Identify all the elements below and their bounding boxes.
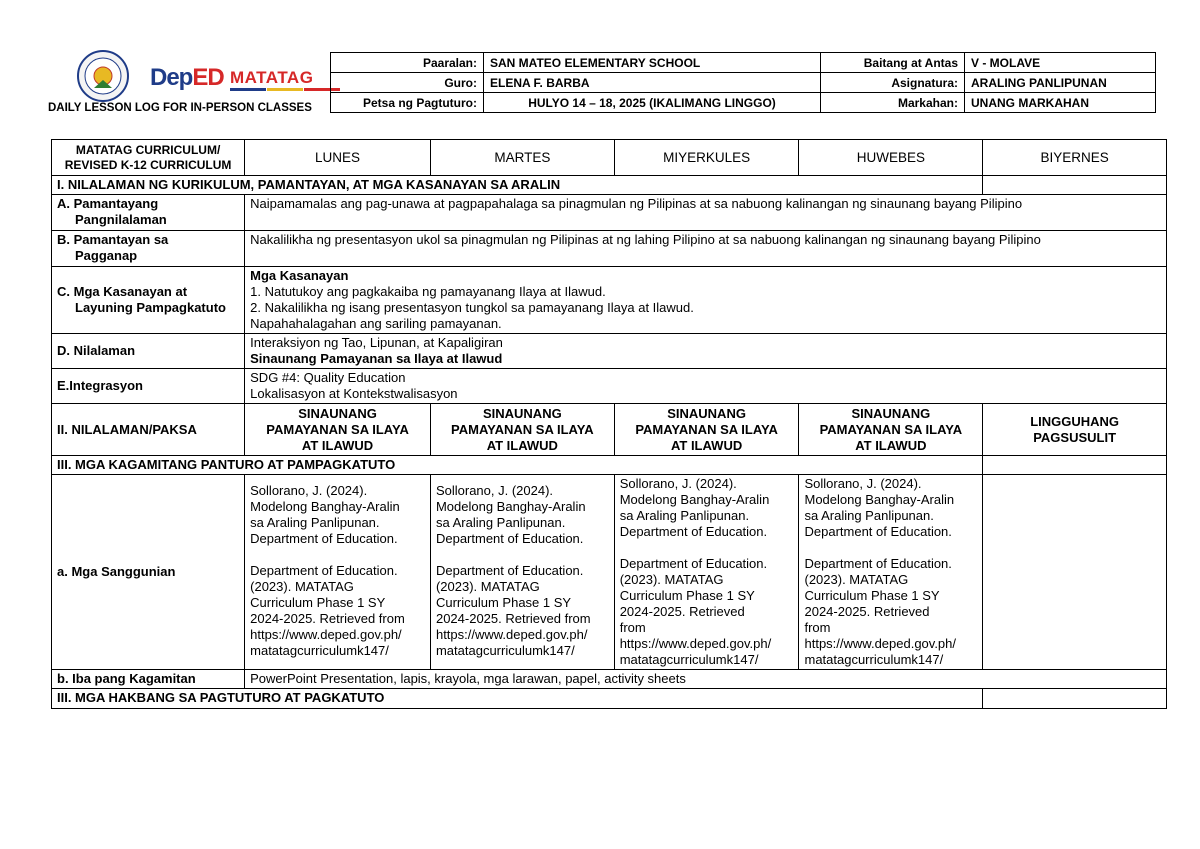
pamantayang-pangnilalaman-label	[52, 195, 245, 231]
logo-area	[50, 50, 330, 120]
spacer	[620, 540, 794, 556]
matatag-logo: MATATAG	[230, 68, 314, 87]
day-header-row	[52, 140, 1167, 176]
ref-line: Department of Education.	[435, 563, 584, 578]
ref-line: Department of Education.	[619, 556, 768, 571]
ref-line: Modelong Banghay-Aralin	[619, 492, 770, 507]
section3-empty-cell	[983, 456, 1167, 475]
paksa-tuesday	[430, 404, 614, 456]
ref-line: Sollorano, J. (2024).	[435, 483, 554, 498]
sanggunian-label: a. Mga Sanggunian	[52, 475, 245, 670]
row-pamantayan-pagganap	[52, 231, 1167, 267]
matatag-stripe-icon	[230, 88, 340, 91]
ref-line: https://www.deped.gov.ph/	[435, 627, 588, 642]
pagganap-label-line2: Pagganap	[75, 248, 138, 263]
integrasyon-label: E.Integrasyon	[52, 369, 245, 404]
spacer	[250, 547, 425, 563]
pamantayan-pagganap-text: Nakalilikha ng presentasyon ukol sa pinagmulan ng Pilipinas at ng lahing Pilipino at sa nabuong kalinangan ng sinaunang bayang Pilipino	[245, 231, 1167, 267]
grade-label: Baitang at Antas	[821, 53, 965, 73]
integrasyon-line2: Lokalisasyon at Kontekstwalisasyon	[250, 386, 458, 401]
paksa-wednesday	[614, 404, 799, 456]
lesson-log-table	[51, 139, 1167, 709]
sanggunian-monday	[245, 475, 431, 670]
sanggunian-tuesday	[430, 475, 614, 670]
section1-title: I. NILALAMAN NG KURIKULUM, PAMANTAYAN, AT MGA KASANAYAN SA ARALIN	[52, 176, 983, 195]
ref-line: https://www.deped.gov.ph/	[250, 627, 402, 642]
topic-line1: SINAUNANG	[482, 405, 562, 421]
ref-line: Curriculum Phase 1 SY	[250, 595, 386, 610]
ref-line: Curriculum Phase 1 SY	[435, 595, 572, 610]
ref-line: Sollorano, J. (2024).	[804, 476, 922, 491]
ref-line: sa Araling Panlipunan.	[804, 508, 934, 523]
day-tuesday: MARTES	[430, 140, 614, 176]
nilalaman-line1: Interaksiyon ng Tao, Lipunan, at Kapaligiran	[250, 335, 503, 350]
topic-line2: PAMAYANAN SA ILAYA	[819, 421, 963, 437]
info-table	[330, 52, 1156, 113]
ref-line: 2024-2025. Retrieved	[804, 604, 930, 619]
integrasyon-content	[245, 369, 1167, 404]
kasanayan-label	[52, 267, 245, 334]
iba-pang-kagamitan-label: b. Iba pang Kagamitan	[52, 670, 245, 689]
kasanayan-label-line2: Layuning Pampagkatuto	[75, 300, 226, 315]
section3-row	[52, 456, 1167, 475]
quarter-value: UNANG MARKAHAN	[965, 93, 1156, 113]
info-row-school	[331, 53, 1156, 73]
kasanayan-label-line1: C. Mga Kasanayan at	[57, 284, 188, 299]
ref-line: Department of Education.	[804, 556, 952, 571]
section4-empty-cell	[983, 689, 1167, 709]
ref-line: Department of Education.	[804, 524, 952, 539]
pamantayang-label-line1: A. Pamantayang	[57, 196, 159, 211]
ref-line: (2023). MATATAG	[619, 572, 724, 587]
topic-line3: AT ILAWUD	[670, 437, 743, 453]
nilalaman-line2: Sinaunang Pamayanan sa Ilaya at Ilawud	[250, 351, 503, 366]
topic-line2: PAMAYANAN SA ILAYA	[635, 421, 778, 437]
section4-title: III. MGA HAKBANG SA PAGTUTURO AT PAGKATUTO	[52, 689, 983, 709]
info-row-teacher	[331, 73, 1156, 93]
ref-line: (2023). MATATAG	[435, 579, 540, 594]
topic-line3: AT ILAWUD	[486, 437, 558, 453]
row-iba-pang-kagamitan	[52, 670, 1167, 689]
ref-line: matatagcurriculumk147/	[804, 652, 944, 667]
sanggunian-thursday	[799, 475, 983, 670]
iba-pang-kagamitan-text: PowerPoint Presentation, lapis, krayola, mga larawan, papel, activity sheets	[245, 670, 1167, 689]
school-label: Paaralan:	[331, 53, 484, 73]
section4-row	[52, 689, 1167, 709]
ref-line: from	[804, 620, 831, 635]
ref-line: sa Araling Panlipunan.	[619, 508, 750, 523]
info-row-date	[331, 93, 1156, 113]
spacer	[804, 540, 977, 556]
ref-line: sa Araling Panlipunan.	[435, 515, 566, 530]
ref-line: Department of Education.	[250, 531, 398, 546]
topic-line3: AT ILAWUD	[855, 437, 927, 453]
date-label: Petsa ng Pagtuturo:	[331, 93, 484, 113]
ref-line: Department of Education.	[619, 524, 768, 539]
row-paksa	[52, 404, 1167, 456]
ref-line: https://www.deped.gov.ph/	[804, 636, 957, 651]
ref-line: Modelong Banghay-Aralin	[804, 492, 955, 507]
integrasyon-line1: SDG #4: Quality Education	[250, 370, 406, 385]
pamantayang-label-line2: Pangnilalaman	[75, 212, 167, 227]
row-nilalaman	[52, 334, 1167, 369]
day-wednesday: MIYERKULES	[614, 140, 799, 176]
ref-line: Sollorano, J. (2024).	[250, 483, 368, 498]
topic-line1: SINAUNANG	[851, 405, 931, 421]
ref-line: Modelong Banghay-Aralin	[250, 499, 400, 514]
ref-line: Modelong Banghay-Aralin	[435, 499, 586, 514]
paksa-label: II. NILALAMAN/PAKSA	[52, 404, 245, 456]
sanggunian-friday	[983, 475, 1167, 670]
teacher-label: Guro:	[331, 73, 484, 93]
curriculum-header-cell	[52, 140, 245, 176]
ref-line: 2024-2025. Retrieved from	[250, 611, 405, 626]
section3-title: III. MGA KAGAMITANG PANTURO AT PAMPAGKATUTO	[52, 456, 983, 475]
ref-line: (2023). MATATAG	[250, 579, 354, 594]
day-monday: LUNES	[245, 140, 431, 176]
subject-label: Asignatura:	[821, 73, 965, 93]
ref-line: from	[619, 620, 646, 635]
paksa-thursday	[799, 404, 983, 456]
dll-caption: DAILY LESSON LOG FOR IN-PERSON CLASSES	[48, 102, 312, 114]
pagganap-label-line1: B. Pamantayan sa	[57, 232, 169, 247]
row-sanggunian	[52, 475, 1167, 670]
ref-line: 2024-2025. Retrieved	[619, 604, 745, 619]
ref-line: matatagcurriculumk147/	[250, 643, 389, 658]
deped-logo: DepED	[150, 64, 224, 91]
day-thursday: HUWEBES	[799, 140, 983, 176]
ref-line: Sollorano, J. (2024).	[619, 476, 737, 491]
ref-line: https://www.deped.gov.ph/	[619, 636, 772, 651]
nilalaman-content	[245, 334, 1167, 369]
subject-value: ARALING PANLIPUNAN	[965, 73, 1156, 93]
ref-line: (2023). MATATAG	[804, 572, 909, 587]
spacer	[436, 547, 609, 563]
row-kasanayan	[52, 267, 1167, 334]
friday-line1: LINGGUHANG	[1030, 413, 1120, 429]
teacher-value: ELENA F. BARBA	[484, 73, 821, 93]
ref-line: Department of Education.	[435, 531, 584, 546]
topic-line3: AT ILAWUD	[301, 437, 374, 453]
date-value: HULYO 14 – 18, 2025 (IKALIMANG LINGGO)	[484, 93, 821, 113]
nilalaman-label: D. Nilalaman	[52, 334, 245, 369]
topic-line2: PAMAYANAN SA ILAYA	[266, 421, 409, 437]
kasanayan-item-1: 1. Natutukoy ang pagkakaiba ng pamayanang Ilaya at Ilawud.	[250, 284, 606, 299]
topic-line2: PAMAYANAN SA ILAYA	[451, 421, 594, 437]
ref-line: sa Araling Panlipunan.	[250, 515, 380, 530]
topic-line1: SINAUNANG	[298, 405, 377, 421]
quarter-label: Markahan:	[821, 93, 965, 113]
ref-line: matatagcurriculumk147/	[435, 643, 575, 658]
friday-line2: PAGSUSULIT	[1033, 429, 1117, 445]
grade-value: V - MOLAVE	[965, 53, 1156, 73]
kasanayan-item-2: 2. Nakalilikha ng isang presentasyon tungkol sa pamayanang Ilaya at Ilawud.	[250, 300, 694, 315]
ref-line: matatagcurriculumk147/	[619, 652, 759, 667]
row-integrasyon	[52, 369, 1167, 404]
topic-line1: SINAUNANG	[667, 405, 746, 421]
curriculum-header-line1: MATATAG CURRICULUM/	[75, 142, 221, 157]
ref-line: Curriculum Phase 1 SY	[619, 588, 755, 603]
sanggunian-wednesday	[614, 475, 799, 670]
day-friday: BIYERNES	[983, 140, 1167, 176]
kasanayan-item-3: Napahahalagahan ang sariling pamayanan.	[250, 316, 502, 331]
pamantayan-pagganap-label	[52, 231, 245, 267]
deped-seal-icon	[77, 50, 129, 102]
kasanayan-content	[245, 267, 1167, 334]
paksa-friday	[983, 404, 1167, 456]
school-value: SAN MATEO ELEMENTARY SCHOOL	[484, 53, 821, 73]
row-pamantayang-pangnilalaman	[52, 195, 1167, 231]
pamantayang-pangnilalaman-text: Naipamamalas ang pag-unawa at pagpapahalaga sa pinagmulan ng Pilipinas at sa nabuong kalinangan ng sinaunang bayang Pilipino	[245, 195, 1167, 231]
curriculum-header-line2: REVISED K-12 CURRICULUM	[64, 157, 232, 172]
kasanayan-heading: Mga Kasanayan	[250, 268, 349, 283]
ref-line: Department of Education.	[250, 563, 398, 578]
ref-line: 2024-2025. Retrieved from	[435, 611, 591, 626]
paksa-monday	[245, 404, 431, 456]
section1-row	[52, 176, 1167, 195]
section1-empty-cell	[983, 176, 1167, 195]
ref-line: Curriculum Phase 1 SY	[804, 588, 940, 603]
